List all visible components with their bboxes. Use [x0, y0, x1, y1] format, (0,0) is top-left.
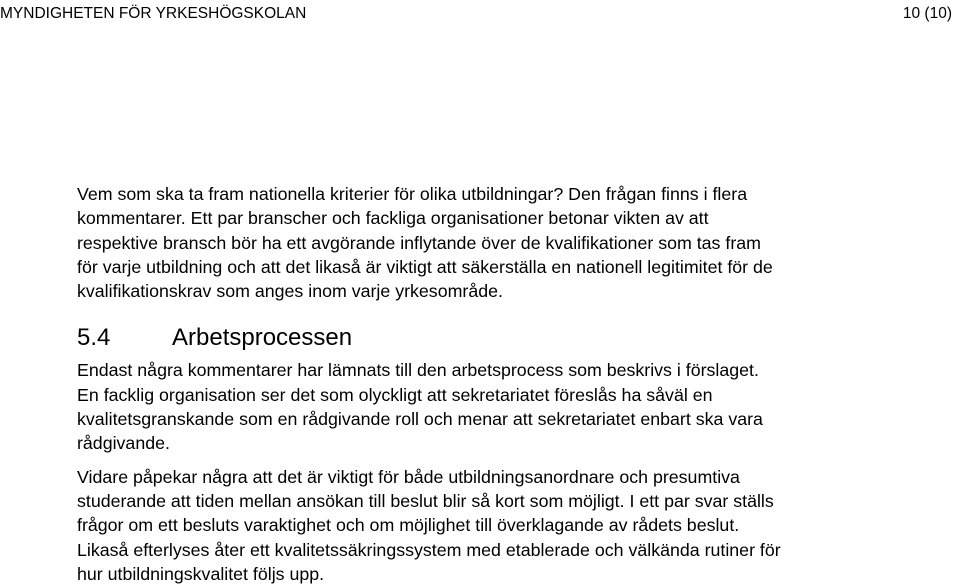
header-page-number: 10 (10): [902, 5, 952, 22]
paragraph-work-process: Endast några kommentarer har lämnats till den arbetsprocess som beskrivs i förslaget. En facklig organisation ser det som olyckligt att sekretariatet föreslås ha såväl en kvalitetsgranskande som en rådgivande roll och menar att sekretariatet enbart ska vara rådgivande.: [77, 360, 763, 454]
header-organization-name: MYNDIGHETEN FÖR YRKESHÖGSKOLAN: [0, 5, 307, 22]
page-header: [0, 5, 952, 23]
paragraph-national-criteria: Vem som ska ta fram nationella kriterier för olika utbildningar? Den frågan finns i flera kommentarer. Ett par branscher och fackliga organisationer betonar vikten av att respektive bransch bör ha ett avgörande inflytande över de kvalifikationer som tas fram för varje utbildning och att det likaså är viktigt att säkerställa en nationell legitimitet för de kvalifikationskrav som anges inom varje yrkesområde.: [77, 184, 773, 302]
section-number: 5.4: [77, 324, 111, 352]
section-heading: [77, 323, 877, 353]
section-title: Arbetsprocessen: [172, 324, 353, 352]
document-body: [77, 182, 877, 586]
paragraph-decision-time: Vidare påpekar några att det är viktigt för både utbildningsanordnare och presumtiva studerande att tiden mellan ansökan till beslut blir så kort som möjligt. I ett par svar ställs frågor om ett besluts varaktighet och om möjlighet till överklagande av rådets beslut. Likaså efterlyses åter ett kvalitetssäkringssystem med etablerade och välkända rutiner för hur utbildningskvalitet följs upp.: [77, 466, 781, 584]
